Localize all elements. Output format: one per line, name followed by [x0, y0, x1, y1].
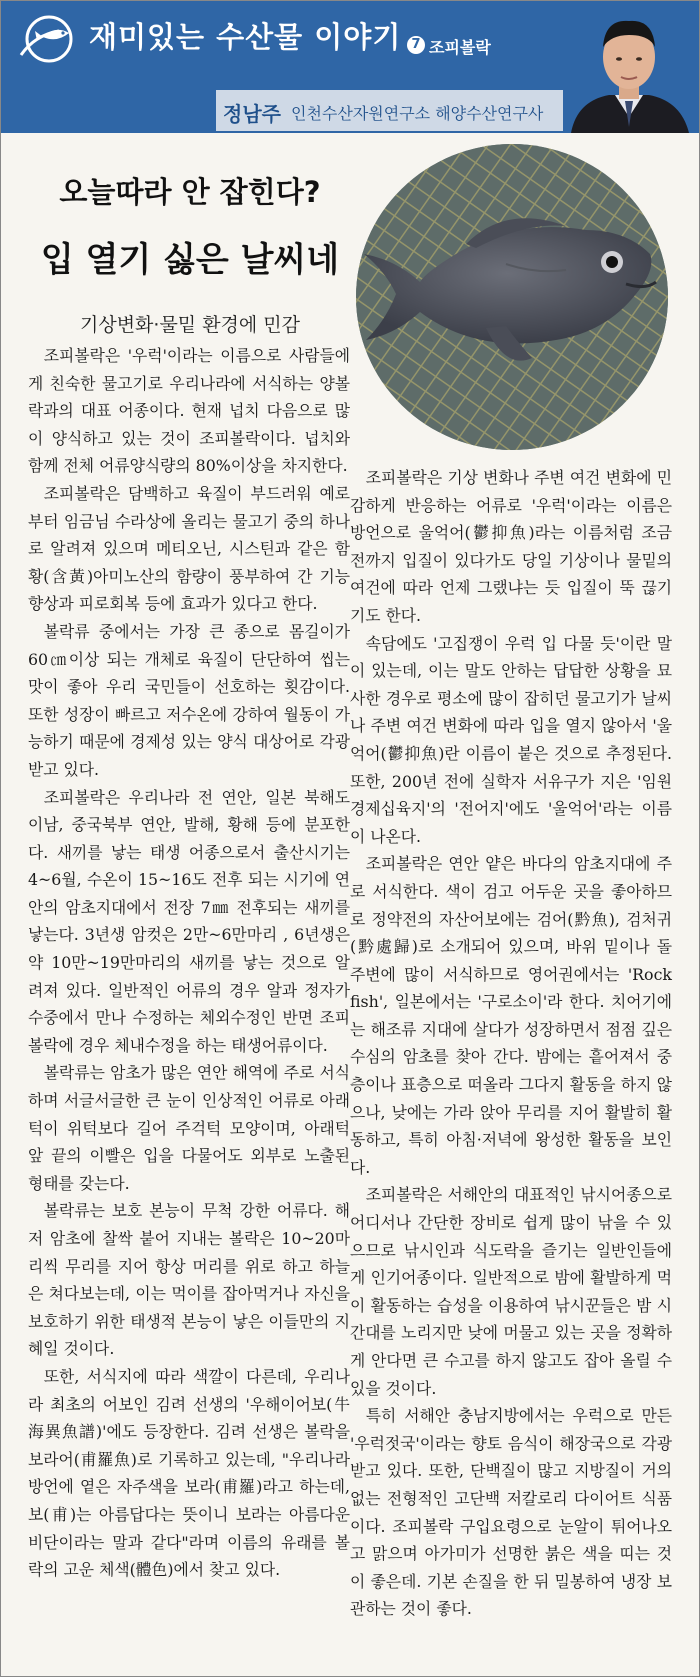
- paragraph: 볼락류는 보호 본능이 무척 강한 어류다. 해저 암초에 찰싹 붙어 지내는 볼락은 10~20마리씩 무리를 지어 항상 머리를 위로 하고 하늘은 쳐다보는데, 이는 먹이를 잡아먹거나 자신을 보호하기 위한 태생적 본능이 낳은 이들만의 지혜일 것이다.: [28, 1201, 350, 1359]
- paragraph: 볼락류 중에서는 가장 큰 종으로 몸길이가 60㎝이상 되는 개체로 육질이 단단하여 씹는 맛이 좋아 우리 국민들이 선호하는 횟감이다. 또한 성장이 빠르고 저수온에 강하여 월동이 가능하기 때문에 경제성 있는 양식 대상어로 각광 받고 있다.: [28, 621, 350, 779]
- series-header: [1, 1, 699, 133]
- paragraph: 조피볼락은 기상 변화나 주변 여건 변화에 민감하게 반응하는 어류로 '우럭'이라는 이름은 방언으로 울억어(鬱抑魚)라는 이름처럼 조금 전까지 입질이 있다가도 당일 기상이나 물밑의 여건에 따라 언제 그랬냐는 듯 입질이 뚝 끊기기도 한다.: [350, 468, 672, 625]
- paragraph: 조피볼락은 서해안의 대표적인 낚시어종으로 어디서나 간단한 장비로 쉽게 많이 낚을 수 있으므로 낚시인과 식도락을 즐기는 일반인들에게 인기어종이다. 일반적으로 밤에 활발하게 먹이 활동하는 습성을 이용하여 낚시꾼들은 밤 시간대를 노리지만 낮에 머물고 있는 곳을 정확하게 안다면 큰 수고를 하지 않고도 잡아 올릴 수 있을 것이다.: [350, 1185, 672, 1398]
- author-affiliation: 인천수산자원연구소 해양수산연구사: [291, 104, 544, 123]
- subheadline: 기상변화·물밑 환경에 민감: [79, 314, 300, 336]
- episode-name: 조피볼락: [429, 38, 491, 57]
- rockfish-photo: [356, 144, 668, 450]
- paragraph: 특히 서해안 충남지방에서는 우럭으로 만든 '우럭젓국'이라는 향토 음식이 해장국으로 각광 받고 있다. 또한, 단백질이 많고 지방질이 거의 없는 전형적인 고단백 저칼로리 다이어트 식품이다. 조피볼락 구입요령으로 눈알이 튀어나오고 맑으며 아가미가 선명한 붉은 색을 띠는 것이 좋은데. 기본 손질을 한 뒤 밀봉하여 냉장 보관하는 것이 좋다.: [350, 1406, 672, 1619]
- paragraph: 조피볼락은 우리나라 전 연안, 일본 북해도 이남, 중국북부 연안, 발해, 황해 등에 분포한다. 새끼를 낳는 태생 어종으로서 출산시기는 4~6월, 수온이 15~16도 전후 되는 시기에 연안의 암초지대에서 전장 7㎜ 전후되는 새끼를 낳는다. 3년생 암컷은 2만~6만마리 , 6년생은 약 10만~19만마리의 새끼를 낳는 것으로 알려져 있다. 일반적인 어류의 경우 알과 정자가 수중에서 만나 수정하는 체외수정인 반면 조피볼락에 경우 체내수정을 하는 태생어류이다.: [28, 787, 350, 1055]
- paragraph: 볼락류는 암초가 많은 연안 해역에 주로 서식하며 서글서글한 큰 눈이 인상적인 어류로 아래턱이 위턱보다 길어 주걱턱 모양이며, 아래턱 앞 끝의 이빨은 입을 다물어도 외부로 노출된 형태를 갖는다.: [28, 1063, 350, 1193]
- article-column-2: [350, 464, 672, 1623]
- article-column-1: [28, 342, 350, 1584]
- headline-line-1: 오늘따라 안 잡힌다?: [59, 175, 321, 209]
- paragraph: 조피볼락은 담백하고 육질이 부드러워 예로부터 임금님 수라상에 올리는 물고기 중의 하나로 알려져 있으며 메티오닌, 시스틴과 같은 함황(含黃)아미노산의 함량이 풍부하여 간 기능 향상과 피로회복 등에 효과가 있다고 한다.: [28, 483, 350, 614]
- paragraph: 속담에도 '고집쟁이 우럭 입 다물 듯'이란 말이 있는데, 이는 말도 안하는 답답한 상황을 묘사한 경우로 평소에 많이 잡히던 물고기가 날씨나 주변 여건 변화에 따라 입을 열지 않아서 '울억어(鬱抑魚)란 이름이 붙은 것으로 추정된다. 또한, 200년 전에 실학자 서유구가 지은 '임원경제십육지'의 '전어지'에도 '울억어'라는 이름이 나온다.: [350, 633, 672, 846]
- paragraph: 조피볼락은 연안 얕은 바다의 암초지대에 주로 서식한다. 색이 검고 어두운 곳을 좋아하므로 정약전의 자산어보에는 검어(黔魚), 검처귀(黔處歸)로 소개되어 있으며, 바위 밑이나 돌 주변에 많이 서식하므로 영어권에서는 'Rock fish', 일본에서는 '구로소이'라 한다. 치어기에는 해조류 지대에 살다가 성장하면서 점점 깊은 수심의 암초를 찾아 간다. 밤에는 흩어져서 중층이나 표층으로 떠올라 그다지 활동을 하지 않으나, 낮에는 가라 앉아 무리를 지어 활발히 활동하고, 특히 아침·저녁에 왕성한 활동을 보인다.: [350, 854, 672, 1177]
- paragraph: 또한, 서식지에 따라 색깔이 다른데, 우리나라 최초의 어보인 김려 선생의 '우해이어보(牛海異魚譜)'에도 등장한다. 김려 선생은 볼락을 보라어(甫羅魚)로 기록하고 있는데, "우리나라 방언에 옅은 자주색을 보라(甫羅)라고 하는데, 보(甫)는 아름답다는 뜻이니 보라는 아름다운 비단이라는 말과 같다"라며 이름의 유래를 볼락의 고운 체색(體色)에서 찾고 있다.: [28, 1366, 350, 1580]
- series-title: 재미있는 수산물 이야기: [89, 20, 402, 54]
- author-name: 정남주: [223, 102, 281, 126]
- headline-line-2: 입 열기 싫은 날씨네: [40, 240, 340, 280]
- episode-number: 7: [407, 36, 425, 54]
- fish-logo-icon: [15, 11, 77, 71]
- author-portrait: [563, 9, 695, 133]
- paragraph: 조피볼락은 '우럭'이라는 이름으로 사람들에게 친숙한 물고기로 우리나라에 서식하는 양볼락과의 대표 어종이다. 현재 넙치 다음으로 많이 양식하고 있는 것이 조피볼락이다. 넙치와 함께 전체 어류양식량의 80%이상을 차지한다.: [28, 346, 350, 476]
